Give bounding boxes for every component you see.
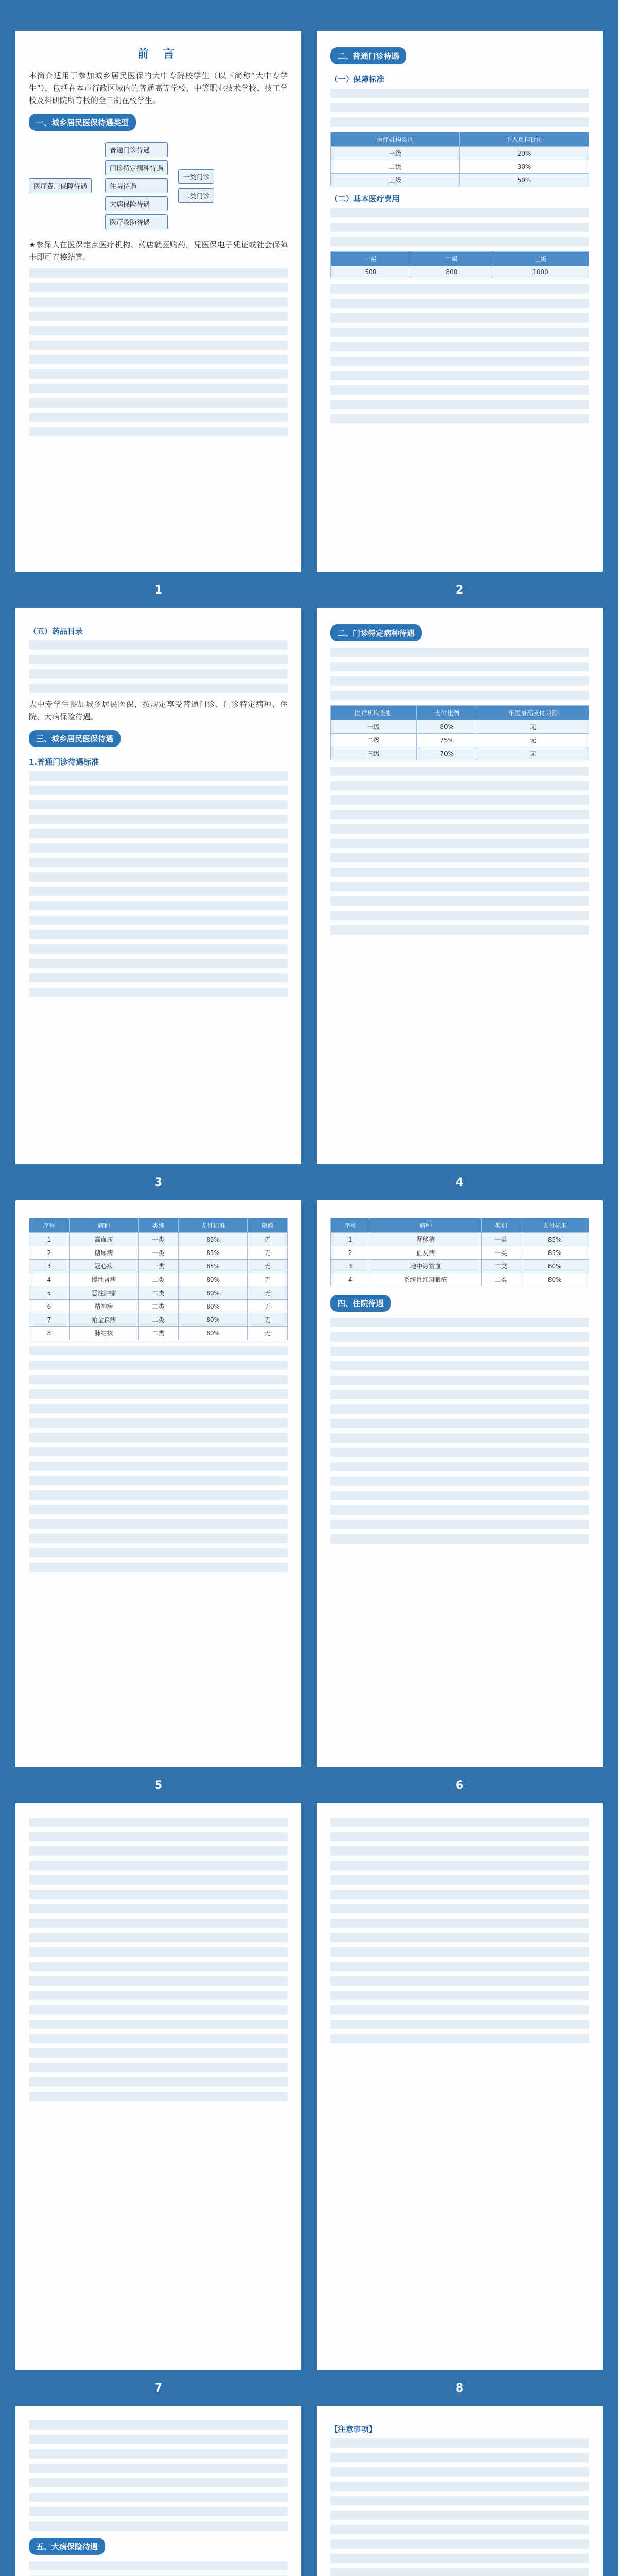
subsection-title: （五）药品目录 (29, 626, 83, 636)
page-number: 2 (455, 583, 464, 597)
intro-paragraph: 本简介适用于参加城乡居民医保的大中专院校学生（以下简称“大中专学生”），包括在本市行政区域内的普通高等学校、中等职业技术学校、技工学校及科研院所等校的全日制在校学生。 (29, 71, 288, 105)
special-disease-table: 医疗机构类别 支付比例 年度最高支付限额 一级 80% 无 二级 75% 无 三级 70% 无 (330, 705, 589, 760)
ratio-table: 医疗机构类别 个人负担比例 一级 20% 二级 30% 三级 50% (330, 132, 589, 187)
page-6 (317, 1200, 603, 1767)
page-number: 1 (154, 583, 163, 597)
tree-root: 医疗费用保障待遇 (29, 178, 92, 193)
body-paragraph: 大中专学生参加城乡居民医保，按规定享受普通门诊、门诊特定病种、住院、大病保险待遇。 (29, 700, 288, 721)
benefit-tree (29, 142, 288, 229)
subsection-title: （一）保障标准 (330, 75, 385, 84)
page-3 (15, 608, 301, 1164)
limit-table: 一级 二级 三级 500 800 1000 (330, 251, 589, 278)
tree-item: 住院待遇 (105, 178, 168, 193)
page-number: 3 (154, 1176, 163, 1189)
page-4 (317, 608, 603, 1164)
page-number: 7 (154, 2381, 163, 2395)
page-9 (15, 2406, 301, 2576)
page-10 (317, 2406, 603, 2576)
page-number: 5 (154, 1778, 163, 1792)
page-7 (15, 1803, 301, 2370)
page-number: 6 (455, 1778, 464, 1792)
page-8 (317, 1803, 603, 2370)
page-number: 8 (455, 2381, 464, 2395)
tree-item: 门诊特定病种待遇 (105, 160, 168, 175)
note-paragraph: ★参保人在医保定点医疗机构、药店就医购药，凭医保电子凭证或社会保障卡即可直接结算。 (29, 240, 288, 262)
section-banner: 二、门诊特定病种待遇 (330, 624, 422, 641)
section-banner: 二、普通门诊待遇 (330, 47, 406, 64)
note-title: 【注意事项】 (330, 2425, 377, 2434)
disease-list-table-2: 序号 病种 类别 支付标准 1 肾移植 一类 85% 2 血友病 一类 85% 3 地中海贫血 二类 80% 4 系统性红斑狼疮 二类 80% (330, 1218, 589, 1286)
tree-leaf: 一类门诊 (178, 169, 214, 184)
page-heading: 前 言 (137, 48, 180, 61)
page-number: 4 (455, 1176, 464, 1189)
section-banner: 一、城乡居民医保待遇类型 (29, 114, 136, 131)
tree-leaf: 二类门诊 (178, 188, 214, 203)
tree-item: 普通门诊待遇 (105, 142, 168, 157)
page-5 (15, 1200, 301, 1767)
page-2 (317, 31, 603, 572)
subsection-title: 1.普通门诊待遇标准 (29, 757, 99, 767)
tree-item: 医疗救助待遇 (105, 214, 168, 229)
section-banner: 五、大病保险待遇 (29, 2538, 105, 2555)
disease-list-table: 序号 病种 类别 支付标准 限额 1 高血压 一类 85% 无 2 糖尿病 一类 85% 无 3 冠心病 一类 85% 无 4 慢性肾病 二类 80% 无 5 恶性肿瘤 二类 80% 无 6 精神病 二类 80% 无 7 帕金森病 二类 80% 无 8 肺结核 二类 80% 无 (29, 1218, 288, 1340)
tree-item: 大病保险待遇 (105, 196, 168, 211)
section-banner: 三、城乡居民医保待遇 (29, 730, 121, 747)
subsection-title: （二）基本医疗费用 (330, 194, 400, 204)
page-1 (15, 31, 301, 572)
section-banner: 四、住院待遇 (330, 1295, 391, 1312)
